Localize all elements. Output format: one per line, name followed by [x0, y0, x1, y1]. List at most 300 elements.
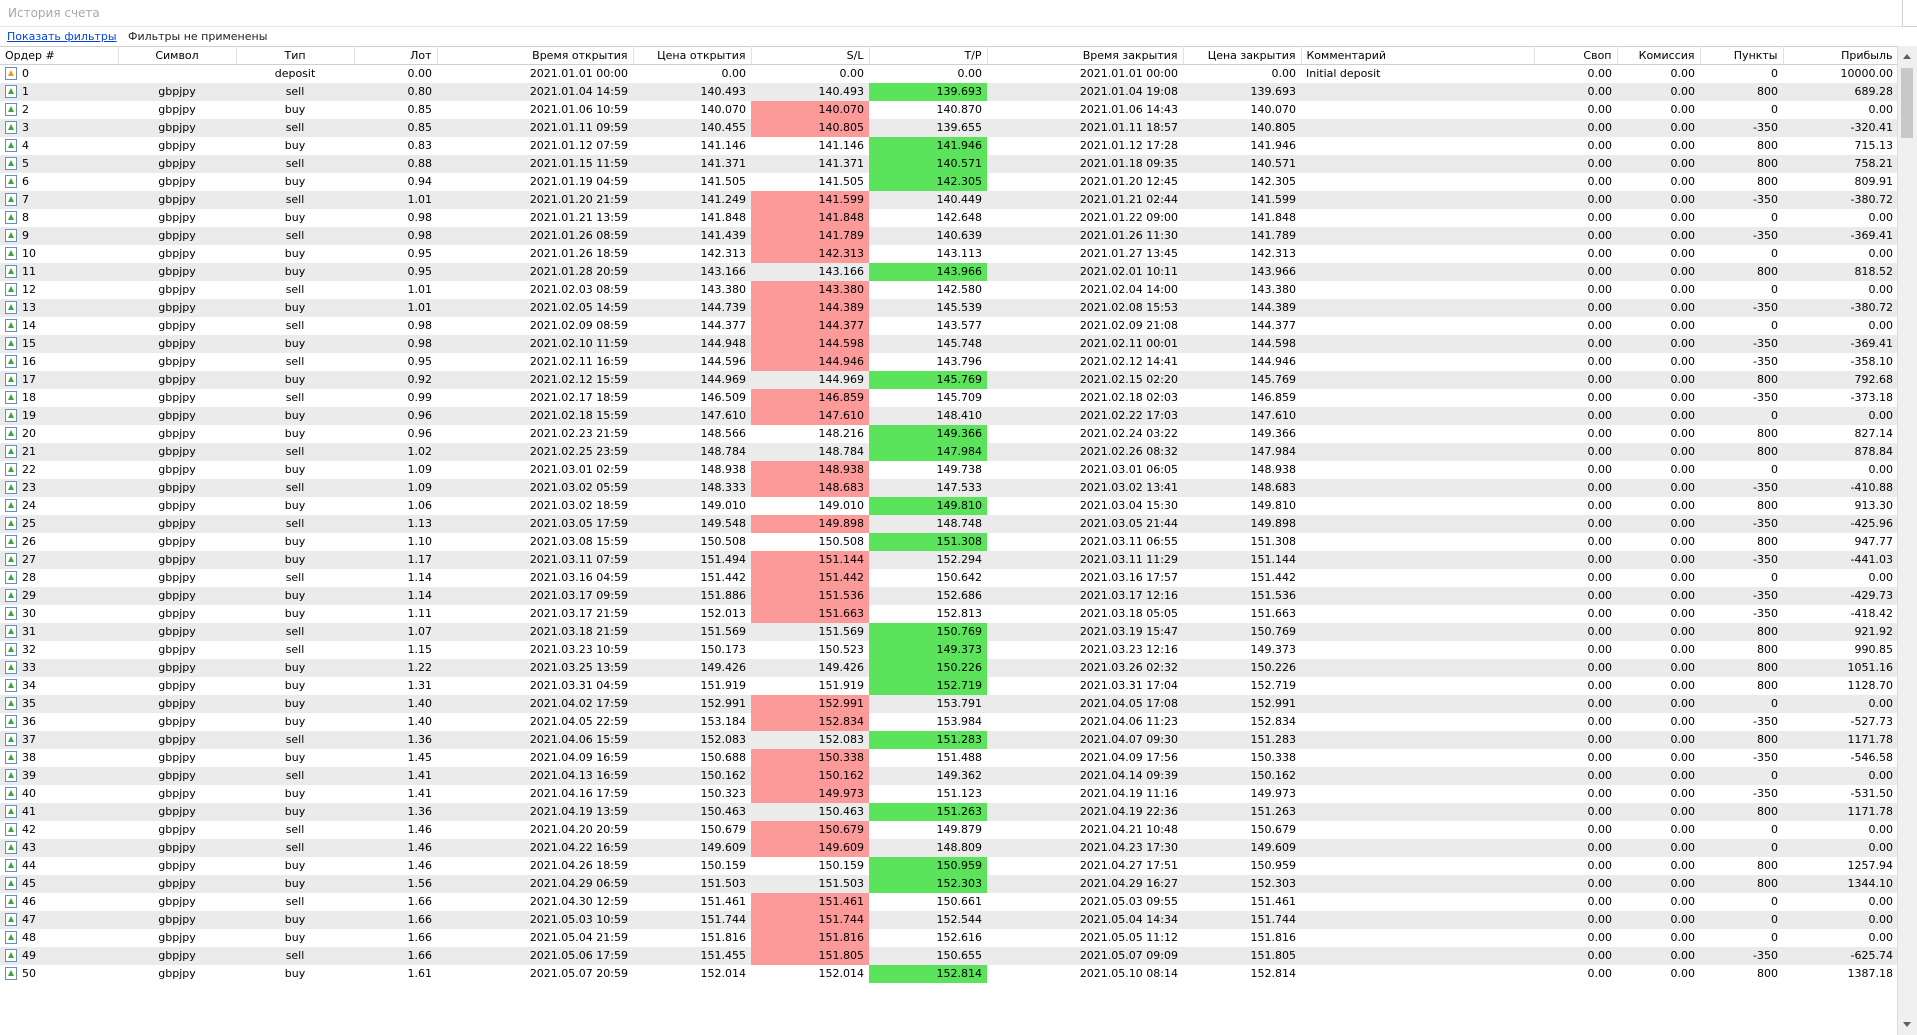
comment-cell — [1301, 515, 1534, 533]
table-row[interactable] — [0, 857, 1898, 875]
open-time-cell: 2021.02.17 18:59 — [529, 391, 628, 404]
comment-cell — [1301, 389, 1534, 407]
lot-cell: 1.14 — [407, 571, 432, 584]
order-number: 9 — [22, 229, 29, 242]
profit-cell: 0.00 — [1868, 319, 1893, 332]
symbol-cell: gbpjpy — [158, 787, 196, 800]
swap-cell: 0.00 — [1587, 337, 1612, 350]
sl-cell: 151.663 — [751, 605, 869, 623]
order-icon — [5, 535, 17, 548]
swap-cell: 0.00 — [1587, 499, 1612, 512]
scroll-up-icon[interactable] — [1903, 54, 1911, 59]
col-type[interactable]: Тип — [236, 47, 354, 65]
table-row[interactable] — [0, 803, 1898, 821]
table-row[interactable] — [0, 353, 1898, 371]
order-icon — [5, 337, 17, 350]
col-order[interactable]: Ордер # — [0, 47, 118, 65]
open-price-cell: 151.442 — [700, 571, 746, 584]
open-time-cell: 2021.01.01 00:00 — [529, 67, 628, 80]
lot-cell: 0.85 — [407, 121, 432, 134]
profit-cell: -373.18 — [1850, 391, 1893, 404]
swap-cell: 0.00 — [1587, 625, 1612, 638]
symbol-cell: gbpjpy — [158, 625, 196, 638]
close-time-cell: 2021.01.06 14:43 — [1079, 103, 1178, 116]
points-cell: 800 — [1757, 679, 1778, 692]
table-row[interactable] — [0, 587, 1898, 605]
close-time-cell: 2021.02.12 14:41 — [1079, 355, 1178, 368]
tp-cell: 149.373 — [869, 641, 987, 659]
order-cell — [0, 245, 118, 263]
table-row[interactable] — [0, 767, 1898, 785]
symbol-cell: gbpjpy — [158, 391, 196, 404]
symbol-cell — [118, 65, 236, 84]
type-cell: sell — [285, 391, 305, 404]
type-cell: buy — [284, 697, 306, 710]
lot-cell: 1.09 — [407, 481, 432, 494]
col-sl[interactable]: S/L — [751, 47, 869, 65]
profit-cell: 689.28 — [1854, 85, 1893, 98]
order-number: 1 — [22, 85, 29, 98]
points-cell: 800 — [1757, 967, 1778, 980]
order-icon — [5, 895, 17, 908]
close-time-cell: 2021.05.05 11:12 — [1079, 931, 1178, 944]
open-time-cell: 2021.04.02 17:59 — [529, 697, 628, 710]
comment-cell — [1301, 587, 1534, 605]
swap-cell: 0.00 — [1587, 175, 1612, 188]
profit-cell: 0.00 — [1868, 463, 1893, 476]
commission-cell: 0.00 — [1670, 553, 1695, 566]
open-time-cell: 2021.01.20 21:59 — [529, 193, 628, 206]
comment-cell — [1301, 335, 1534, 353]
table-row[interactable] — [0, 65, 1898, 84]
lot-cell: 1.41 — [407, 787, 432, 800]
col-commission[interactable]: Комиссия — [1617, 47, 1700, 65]
type-cell: buy — [284, 877, 306, 890]
symbol-cell: gbpjpy — [158, 733, 196, 746]
comment-cell — [1301, 785, 1534, 803]
open-price-cell: 148.566 — [700, 427, 746, 440]
close-price-cell: 151.816 — [1250, 931, 1296, 944]
col-points[interactable]: Пункты — [1700, 47, 1783, 65]
sl-cell: 151.144 — [751, 551, 869, 569]
close-price-cell: 150.162 — [1250, 769, 1296, 782]
commission-cell: 0.00 — [1670, 463, 1695, 476]
close-price-cell: 140.070 — [1250, 103, 1296, 116]
table-row[interactable] — [0, 227, 1898, 245]
table-row[interactable] — [0, 839, 1898, 857]
order-icon — [5, 319, 17, 332]
comment-cell — [1301, 641, 1534, 659]
lot-cell: 1.41 — [407, 769, 432, 782]
col-swap[interactable]: Своп — [1534, 47, 1617, 65]
profit-cell: 0.00 — [1868, 283, 1893, 296]
table-row[interactable] — [0, 533, 1898, 551]
points-cell: -350 — [1753, 193, 1778, 206]
points-cell: -350 — [1753, 751, 1778, 764]
table-row[interactable] — [0, 173, 1898, 191]
sl-cell: 152.014 — [818, 967, 864, 980]
table-row[interactable] — [0, 731, 1898, 749]
order-icon — [5, 373, 17, 386]
type-cell: buy — [284, 913, 306, 926]
close-time-cell: 2021.04.05 17:08 — [1079, 697, 1178, 710]
open-time-cell: 2021.01.19 04:59 — [529, 175, 628, 188]
window-title-bar — [0, 0, 1917, 27]
close-price-cell: 139.693 — [1250, 85, 1296, 98]
type-cell: buy — [284, 787, 306, 800]
table-row[interactable] — [0, 209, 1898, 227]
scroll-down-icon[interactable] — [1903, 1022, 1911, 1027]
order-number: 49 — [22, 949, 36, 962]
comment-cell — [1301, 659, 1534, 677]
col-symbol[interactable]: Символ — [118, 47, 236, 65]
header-row — [0, 47, 1898, 65]
close-time-cell: 2021.02.15 02:20 — [1079, 373, 1178, 386]
order-number: 23 — [22, 481, 36, 494]
close-time-cell: 2021.01.11 18:57 — [1079, 121, 1178, 134]
order-cell — [0, 947, 118, 965]
order-cell — [0, 119, 118, 137]
order-number: 8 — [22, 211, 29, 224]
close-price-cell: 152.719 — [1250, 679, 1296, 692]
commission-cell: 0.00 — [1670, 229, 1695, 242]
points-cell: 0 — [1771, 769, 1778, 782]
profit-cell: 913.30 — [1854, 499, 1893, 512]
tp-cell: 152.303 — [869, 875, 987, 893]
table-row[interactable] — [0, 551, 1898, 569]
comment-cell: Initial deposit — [1306, 67, 1381, 80]
table-row[interactable] — [0, 821, 1898, 839]
comment-cell — [1301, 821, 1534, 839]
type-cell: sell — [285, 85, 305, 98]
commission-cell: 0.00 — [1670, 913, 1695, 926]
close-price-cell: 147.984 — [1250, 445, 1296, 458]
commission-cell: 0.00 — [1670, 607, 1695, 620]
order-number: 0 — [22, 67, 29, 80]
commission-cell: 0.00 — [1670, 319, 1695, 332]
order-cell — [0, 659, 118, 677]
table-row[interactable] — [0, 569, 1898, 587]
table-row[interactable] — [0, 155, 1898, 173]
order-cell — [0, 695, 118, 713]
symbol-cell: gbpjpy — [158, 715, 196, 728]
table-row[interactable] — [0, 83, 1898, 101]
swap-cell: 0.00 — [1587, 679, 1612, 692]
open-price-cell: 152.013 — [700, 607, 746, 620]
col-open-price[interactable]: Цена открытия — [633, 47, 751, 65]
points-cell: 800 — [1757, 445, 1778, 458]
comment-cell — [1301, 713, 1534, 731]
close-price-cell: 148.938 — [1250, 463, 1296, 476]
order-icon — [5, 607, 17, 620]
open-price-cell: 151.461 — [700, 895, 746, 908]
swap-cell: 0.00 — [1587, 193, 1612, 206]
swap-cell: 0.00 — [1587, 895, 1612, 908]
table-row[interactable] — [0, 425, 1898, 443]
sl-cell: 152.834 — [751, 713, 869, 731]
col-close-time[interactable]: Время закрытия — [987, 47, 1183, 65]
sl-cell: 151.536 — [751, 587, 869, 605]
symbol-cell: gbpjpy — [158, 661, 196, 674]
commission-cell: 0.00 — [1670, 121, 1695, 134]
commission-cell: 0.00 — [1670, 661, 1695, 674]
col-open-time[interactable]: Время открытия — [437, 47, 633, 65]
sl-cell: 148.784 — [818, 445, 864, 458]
order-number: 19 — [22, 409, 36, 422]
symbol-cell: gbpjpy — [158, 841, 196, 854]
tp-cell: 150.655 — [936, 949, 982, 962]
close-time-cell: 2021.03.17 12:16 — [1079, 589, 1178, 602]
swap-cell: 0.00 — [1587, 355, 1612, 368]
open-price-cell: 148.333 — [700, 481, 746, 494]
tp-cell: 149.810 — [869, 497, 987, 515]
tp-cell: 142.305 — [869, 173, 987, 191]
symbol-cell: gbpjpy — [158, 517, 196, 530]
close-time-cell: 2021.01.27 13:45 — [1079, 247, 1178, 260]
symbol-cell: gbpjpy — [158, 481, 196, 494]
order-cell — [0, 479, 118, 497]
table-row[interactable] — [0, 659, 1898, 677]
tp-cell: 150.661 — [936, 895, 982, 908]
profit-cell: 792.68 — [1854, 373, 1893, 386]
tp-cell: 140.639 — [936, 229, 982, 242]
sl-cell: 150.523 — [818, 643, 864, 656]
close-price-cell: 144.946 — [1250, 355, 1296, 368]
close-price-cell: 140.805 — [1250, 121, 1296, 134]
profit-cell: 1171.78 — [1847, 805, 1893, 818]
open-time-cell: 2021.04.26 18:59 — [529, 859, 628, 872]
table-row[interactable] — [0, 407, 1898, 425]
lot-cell: 1.61 — [407, 967, 432, 980]
order-cell — [0, 569, 118, 587]
order-number: 13 — [22, 301, 36, 314]
close-time-cell: 2021.01.12 17:28 — [1079, 139, 1178, 152]
table-row[interactable] — [0, 929, 1898, 947]
lot-cell: 1.46 — [407, 841, 432, 854]
table-row[interactable] — [0, 515, 1898, 533]
table-row[interactable] — [0, 479, 1898, 497]
col-profit[interactable]: Прибыль — [1783, 47, 1898, 65]
table-row[interactable] — [0, 641, 1898, 659]
table-row[interactable] — [0, 299, 1898, 317]
table-row[interactable] — [0, 713, 1898, 731]
open-time-cell: 2021.03.25 13:59 — [529, 661, 628, 674]
close-time-cell: 2021.04.29 16:27 — [1079, 877, 1178, 890]
table-row[interactable] — [0, 785, 1898, 803]
order-cell — [0, 911, 118, 929]
order-number: 47 — [22, 913, 36, 926]
close-price-cell: 142.305 — [1250, 175, 1296, 188]
open-time-cell: 2021.02.12 15:59 — [529, 373, 628, 386]
table-row[interactable] — [0, 605, 1898, 623]
table-row[interactable] — [0, 191, 1898, 209]
scroll-thumb[interactable] — [1901, 68, 1913, 138]
lot-cell: 1.13 — [407, 517, 432, 530]
table-row[interactable] — [0, 245, 1898, 263]
points-cell: 800 — [1757, 157, 1778, 170]
open-price-cell: 146.509 — [700, 391, 746, 404]
commission-cell: 0.00 — [1670, 193, 1695, 206]
comment-cell — [1301, 101, 1534, 119]
table-row[interactable] — [0, 443, 1898, 461]
lot-cell: 1.66 — [407, 895, 432, 908]
type-cell: buy — [284, 139, 306, 152]
sl-cell: 149.973 — [751, 785, 869, 803]
comment-cell — [1301, 911, 1534, 929]
sl-cell: 141.146 — [818, 139, 864, 152]
deposit-icon — [5, 67, 17, 80]
tp-cell: 145.769 — [869, 371, 987, 389]
swap-cell: 0.00 — [1587, 697, 1612, 710]
sl-cell: 150.338 — [751, 749, 869, 767]
table-row[interactable] — [0, 263, 1898, 281]
col-comment[interactable]: Комментарий — [1301, 47, 1534, 65]
sl-cell: 141.371 — [818, 157, 864, 170]
tp-cell: 141.946 — [869, 137, 987, 155]
close-price-cell: 151.805 — [1250, 949, 1296, 962]
table-row[interactable] — [0, 497, 1898, 515]
sl-cell: 150.508 — [818, 535, 864, 548]
order-cell — [0, 803, 118, 821]
table-row[interactable] — [0, 749, 1898, 767]
close-price-cell: 141.946 — [1250, 139, 1296, 152]
commission-cell: 0.00 — [1670, 697, 1695, 710]
symbol-cell: gbpjpy — [158, 769, 196, 782]
order-cell — [0, 209, 118, 227]
table-row[interactable] — [0, 677, 1898, 695]
profit-cell: 878.84 — [1854, 445, 1893, 458]
sl-cell: 144.389 — [751, 299, 869, 317]
close-price-cell: 151.536 — [1250, 589, 1296, 602]
sl-cell: 151.919 — [818, 679, 864, 692]
symbol-cell: gbpjpy — [158, 499, 196, 512]
table-row[interactable] — [0, 893, 1898, 911]
type-cell: buy — [284, 859, 306, 872]
open-price-cell: 151.816 — [700, 931, 746, 944]
order-icon — [5, 193, 17, 206]
comment-cell — [1301, 623, 1534, 641]
close-time-cell: 2021.05.04 14:34 — [1079, 913, 1178, 926]
symbol-cell: gbpjpy — [158, 337, 196, 350]
sl-cell: 148.216 — [818, 427, 864, 440]
swap-cell: 0.00 — [1587, 823, 1612, 836]
commission-cell: 0.00 — [1670, 517, 1695, 530]
order-icon — [5, 931, 17, 944]
points-cell: 0 — [1771, 247, 1778, 260]
close-time-cell: 2021.03.01 06:05 — [1079, 463, 1178, 476]
profit-cell: -546.58 — [1850, 751, 1893, 764]
symbol-cell: gbpjpy — [158, 211, 196, 224]
close-time-cell: 2021.04.06 11:23 — [1079, 715, 1178, 728]
open-time-cell: 2021.04.05 22:59 — [529, 715, 628, 728]
col-close-price[interactable]: Цена закрытия — [1183, 47, 1301, 65]
profit-cell: 809.91 — [1854, 175, 1893, 188]
open-price-cell: 141.249 — [700, 193, 746, 206]
table-row[interactable] — [0, 875, 1898, 893]
table-row[interactable] — [0, 947, 1898, 965]
order-icon — [5, 445, 17, 458]
profit-cell: -380.72 — [1850, 193, 1893, 206]
symbol-cell: gbpjpy — [158, 805, 196, 818]
vertical-scrollbar[interactable] — [1897, 46, 1917, 1035]
table-row[interactable] — [0, 911, 1898, 929]
symbol-cell: gbpjpy — [158, 139, 196, 152]
profit-cell: 827.14 — [1854, 427, 1893, 440]
commission-cell: 0.00 — [1670, 535, 1695, 548]
open-time-cell: 2021.04.16 17:59 — [529, 787, 628, 800]
sl-cell: 147.610 — [751, 407, 869, 425]
history-table-wrap[interactable] — [0, 46, 1917, 1035]
commission-cell: 0.00 — [1670, 499, 1695, 512]
lot-cell: 1.14 — [407, 589, 432, 602]
table-row[interactable] — [0, 317, 1898, 335]
table-row[interactable] — [0, 389, 1898, 407]
close-price-cell: 152.834 — [1250, 715, 1296, 728]
lot-cell: 0.88 — [407, 157, 432, 170]
table-row[interactable] — [0, 965, 1898, 983]
lot-cell: 1.10 — [407, 535, 432, 548]
swap-cell: 0.00 — [1587, 715, 1612, 728]
swap-cell: 0.00 — [1587, 85, 1612, 98]
col-lot[interactable]: Лот — [354, 47, 437, 65]
open-price-cell: 150.463 — [700, 805, 746, 818]
commission-cell: 0.00 — [1670, 877, 1695, 890]
table-row[interactable] — [0, 623, 1898, 641]
points-cell: 800 — [1757, 661, 1778, 674]
col-tp[interactable]: T/P — [869, 47, 987, 65]
table-row[interactable] — [0, 137, 1898, 155]
table-row[interactable] — [0, 335, 1898, 353]
table-row[interactable] — [0, 371, 1898, 389]
order-cell — [0, 677, 118, 695]
commission-cell: 0.00 — [1670, 805, 1695, 818]
table-row[interactable] — [0, 119, 1898, 137]
commission-cell: 0.00 — [1670, 409, 1695, 422]
close-time-cell: 2021.04.07 09:30 — [1079, 733, 1178, 746]
comment-cell — [1301, 245, 1534, 263]
tp-cell: 143.966 — [869, 263, 987, 281]
order-number: 10 — [22, 247, 36, 260]
table-row[interactable] — [0, 101, 1898, 119]
show-filters-link[interactable]: Показать фильтры — [7, 30, 117, 43]
open-time-cell: 2021.02.10 11:59 — [529, 337, 628, 350]
sl-cell: 143.166 — [818, 265, 864, 278]
order-icon — [5, 247, 17, 260]
comment-cell — [1301, 893, 1534, 911]
points-cell: -350 — [1753, 787, 1778, 800]
open-time-cell: 2021.04.29 06:59 — [529, 877, 628, 890]
close-price-cell: 152.991 — [1250, 697, 1296, 710]
profit-cell: 1128.70 — [1847, 679, 1893, 692]
sl-cell: 141.599 — [751, 191, 869, 209]
lot-cell: 0.98 — [407, 229, 432, 242]
table-row[interactable] — [0, 281, 1898, 299]
order-icon — [5, 139, 17, 152]
lot-cell: 1.17 — [407, 553, 432, 566]
comment-cell — [1301, 857, 1534, 875]
type-cell: sell — [285, 157, 305, 170]
close-time-cell: 2021.02.22 17:03 — [1079, 409, 1178, 422]
lot-cell: 0.98 — [407, 337, 432, 350]
order-number: 35 — [22, 697, 36, 710]
open-price-cell: 142.313 — [700, 247, 746, 260]
swap-cell: 0.00 — [1587, 571, 1612, 584]
table-row[interactable] — [0, 461, 1898, 479]
lot-cell: 1.36 — [407, 805, 432, 818]
table-row[interactable] — [0, 695, 1898, 713]
order-number: 20 — [22, 427, 36, 440]
order-cell — [0, 137, 118, 155]
